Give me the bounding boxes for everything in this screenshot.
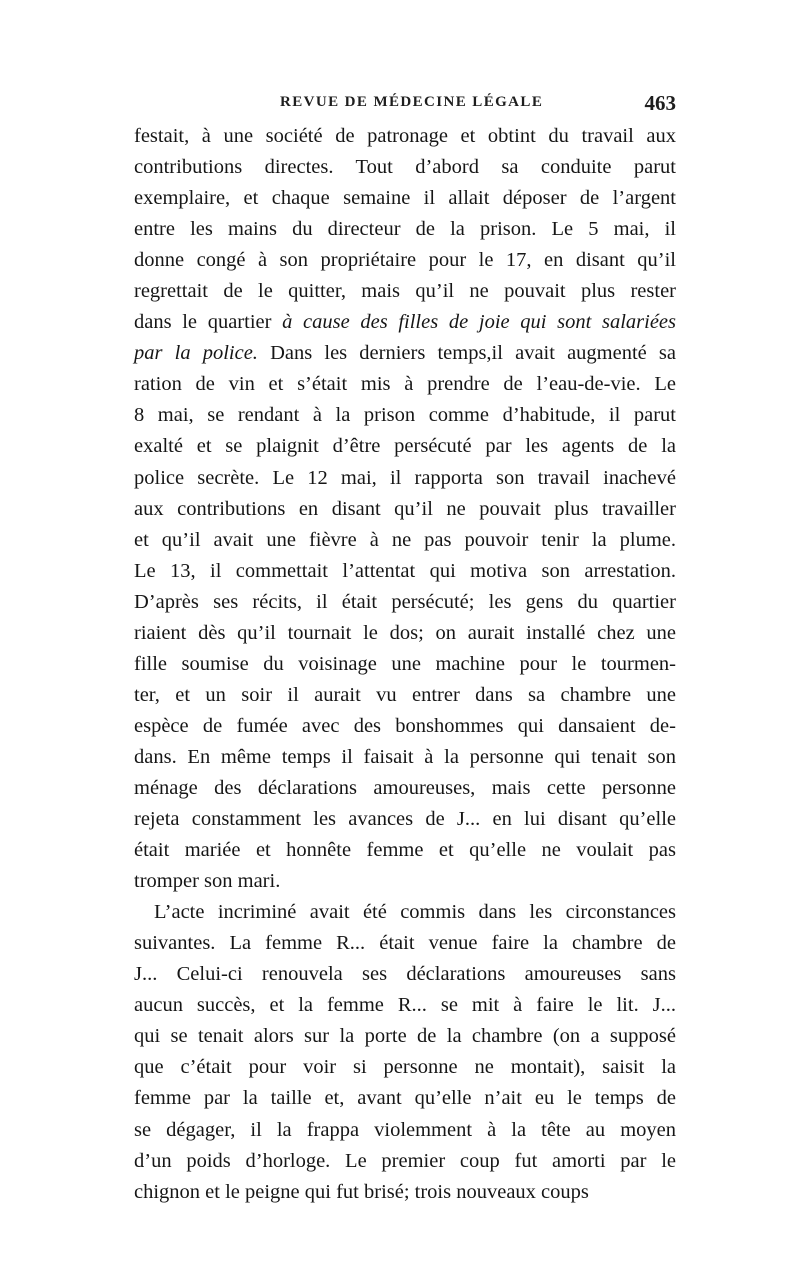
- text-line: exemplaire, et chaque semaine il allait déposer de l’argent: [134, 187, 676, 210]
- text-line: D’après ses récits, il était persécuté; les gens du quartier: [134, 590, 676, 613]
- text-line: aucun succès, et la femme R... se mit à faire le lit. J...: [134, 994, 676, 1017]
- text-line: [134, 307, 676, 338]
- text-line: rejeta constamment les avances de J... en lui disant qu’elle: [134, 808, 676, 831]
- text-line: police secrète. Le 12 mai, il rapporta son travail inachevé: [134, 466, 676, 489]
- italic-phrase: à cause des filles de joie qui sont salariées: [282, 311, 676, 334]
- text-line: fille soumise du voisinage une machine pour le tourmen-: [134, 652, 676, 675]
- text-line: riaient dès qu’il tournait le dos; on aurait installé chez une: [134, 621, 676, 644]
- text-line: regrettait de le quitter, mais qu’il ne pouvait plus rester: [134, 280, 676, 303]
- text-line: femme par la taille et, avant qu’elle n’ait eu le temps de: [134, 1087, 676, 1110]
- text-line: 8 mai, se rendant à la prison comme d’habitude, il parut: [134, 404, 676, 427]
- text-line: espèce de fumée avec des bonshommes qui dansaient de-: [134, 714, 676, 737]
- text-line: qui se tenait alors sur la porte de la chambre (on a supposé: [134, 1025, 676, 1048]
- text-line: festait, à une société de patronage et obtint du travail aux: [134, 125, 676, 147]
- text-line: chignon et le peigne qui fut brisé; trois nouveaux coups: [134, 1180, 589, 1203]
- page-header: [134, 91, 676, 118]
- text-line: tromper son mari.: [134, 870, 281, 893]
- text-segment: dans le quartier: [134, 311, 283, 334]
- text-line: ration de vin et s’était mis à prendre de l’eau-de-vie. Le: [134, 373, 676, 396]
- text-line: donne congé à son propriétaire pour le 17, en disant qu’il: [134, 249, 676, 272]
- text-line: suivantes. La femme R... était venue faire la chambre de: [134, 932, 676, 955]
- text-line: entre les mains du directeur de la prison. Le 5 mai, il: [134, 218, 676, 241]
- text-segment: Dans les derniers temps,il avait augmenté sa: [257, 342, 676, 365]
- text-line: aux contributions en disant qu’il ne pouvait plus travailler: [134, 497, 676, 520]
- text-line: L’acte incriminé avait été commis dans les circonstances: [154, 901, 676, 924]
- text-line: Le 13, il commettait l’attentat qui motiva son arrestation.: [134, 559, 676, 582]
- text-line: ménage des déclarations amoureuses, mais cette personne: [134, 776, 676, 799]
- text-line: exalté et se plaignit d’être persécuté par les agents de la: [134, 435, 676, 458]
- running-head: REVUE DE MÉDECINE LÉGALE: [280, 94, 544, 110]
- text-line: J... Celui-ci renouvela ses déclarations amoureuses sans: [134, 963, 676, 986]
- text-line: ter, et un soir il aurait vu entrer dans sa chambre une: [134, 683, 676, 706]
- italic-phrase: par la police.: [134, 342, 258, 365]
- text-line: dans. En même temps il faisait à la personne qui tenait son: [134, 745, 676, 768]
- text-line: que c’était pour voir si personne ne montait), saisit la: [134, 1056, 676, 1079]
- text-line: [134, 338, 676, 369]
- text-line: se dégager, il la frappa violemment à la tête au moyen: [134, 1118, 676, 1141]
- text-line: d’un poids d’horloge. Le premier coup fut amorti par le: [134, 1149, 676, 1172]
- text-line: était mariée et honnête femme et qu’elle ne voulait pas: [134, 839, 676, 862]
- text-line: contributions directes. Tout d’abord sa conduite parut: [134, 156, 676, 179]
- body-text: [134, 121, 676, 1208]
- page-number: 463: [644, 91, 676, 115]
- text-line: et qu’il avait une fièvre à ne pas pouvoir tenir la plume.: [134, 528, 676, 551]
